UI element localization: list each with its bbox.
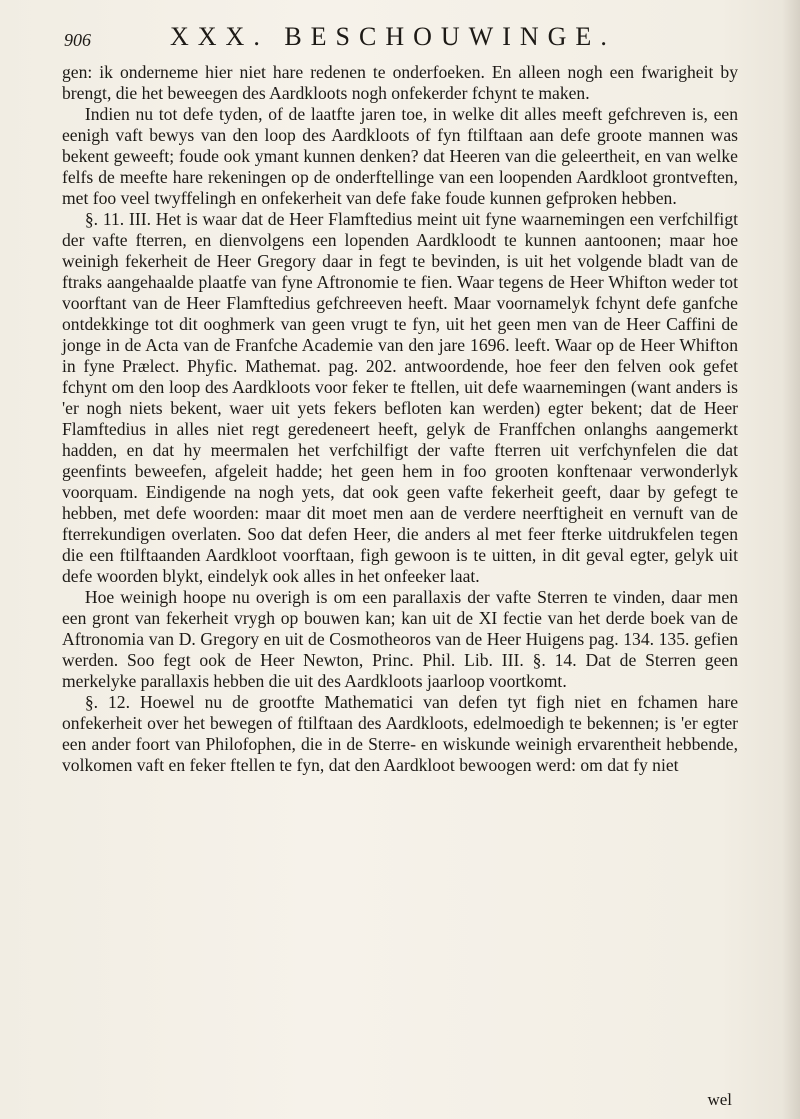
paragraph: Hoe weinigh hoope nu overigh is om een parallaxis der vafte Sterren te vinden, daar men een gront van fekerheit vrygh op bouwen kan; kan uit de XI fectie van het derde boek van de Aftronomia van D. Gregory en uit de Cosmotheoros van de Heer Huigens pag. 134. 135. gefien werden. Soo fegt ook de Heer Newton, Princ. Phil. Lib. III. §. 14. Dat de Sterren geen merkelyke parallaxis hebben die uit des Aardkloots jaarloop voortkomt. <box>62 587 738 691</box>
paragraph-section-11: §. 11. III. Het is waar dat de Heer Flamftedius meint uit fyne waarnemingen een verfchilfigt der vafte fterren, en dienvolgens een lopenden Aardkloodt te kunnen aantoonen; maar hoe weinigh fekerheit de Heer Gregory daar in fegt te bevinden, is uit het volgende bladt van de ftraks aangehaalde plaatfe van fyne Aftronomie te fien. Waar tegens de Heer Whifton weder tot voorftant van de Heer Flamftedius gefchreeven heeft. Maar voornamelyk fchynt defe ganfche ontdekkinge tot dit ooghmerk van geen vrugt te fyn, uit het geen men van de Heer Caffini de jonge in de Acta van de Franfche Academie van den jare 1696. leeft. Waar op de Heer Whifton in fyne Prælect. Phyfic. Mathemat. pag. 202. antwoordende, hoe feer den felven ook gefet fchynt om den loop des Aardkloots voor feker te ftellen, uit defe waarnemingen (want anders is 'er nogh niets bekent, waer uit yets fekers befloten kan werden) egter bekent; dat de Heer Flamftedius in alles niet regt geredeneert heeft, gelyk de Franffchen onlanghs aangemerkt hadden, en dat hy meermalen het verfchilfigt der vafte fterren uit verfchynfelen die dat geenfints beweefen, afgeleit hadde; het geen hem in foo grooten konftenaar verwonderlyk voorquam. Eindigende na nogh yets, dat ook geen vafte fekerheit geeft, daar by gefegt te hebben, met defe woorden: maar dit moet men aan de verdere neerftigheit en vernuft van de fterrekundigen overlaten. Soo dat defen Heer, die anders al met feer fterke uitdrukfelen tegen die een ftilftaanden Aardkloot voorftaan, figh gewoon is te uitten, in dit geval egter, gelyk uit defe woorden blykt, eindelyk ook alles in het onfeeker laat. <box>62 209 738 586</box>
page-number: 906 <box>64 30 91 50</box>
page-edge-shadow <box>782 0 800 1119</box>
paragraph: Indien nu tot defe tyden, of de laatfte jaren toe, in welke dit alles meeft gefchreven is, een eenigh vaft bewys van den loop des Aardkloots of fyn ftilftaan aan defe groote mannen was bekent geweeft; foude ook ymant kunnen denken? dat Heeren van die geleertheit, en van welke felfs de meefte hare rekeningen op de onderftellinge van een loopenden Aardkloot grontveften, met foo veel twyffelingh en onfekerheit van defe fake foude kunnen gefproken hebben. <box>62 104 738 208</box>
running-title: XXX. BESCHOUWINGE. <box>170 22 616 51</box>
body-text <box>62 62 738 776</box>
paragraph-section-12: §. 12. Hoewel nu de grootfte Mathematici van defen tyt figh niet en fchamen hare onfekerheit over het bewegen of ftilftaan des Aardkloots, edelmoedigh te bekennen; is 'er egter een ander foort van Philofophen, die in de Sterre- en wiskunde weinigh ervarentheit hebbende, volkomen vaft en feker ftellen te fyn, dat den Aardkloot bewoogen werd: om dat fy niet <box>62 692 738 775</box>
catchword: wel <box>707 1090 732 1109</box>
page-header <box>60 14 740 54</box>
paragraph-continuation: gen: ik onderneme hier niet hare redenen te onderfoeken. En alleen nogh een fwarigheit by brengt, die het beweegen des Aardkloots nogh onfekerder fchynt te maken. <box>62 62 738 103</box>
